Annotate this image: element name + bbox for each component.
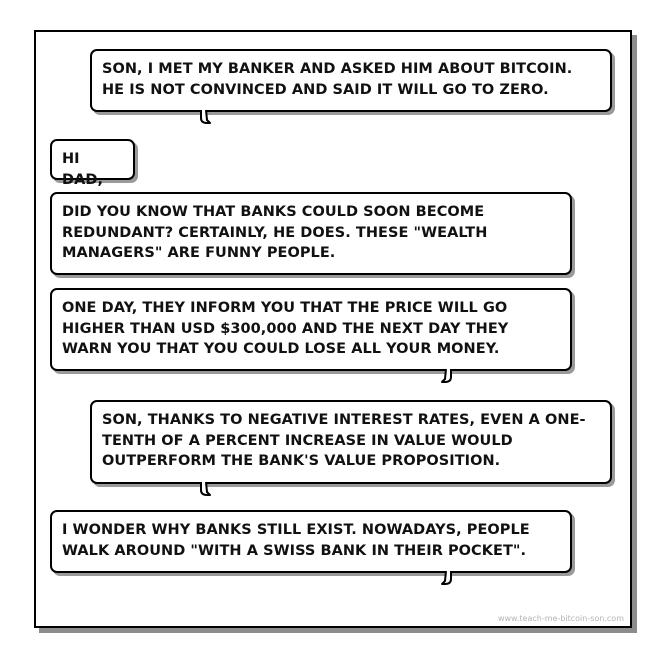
- watermark-url: www.teach-me-bitcoin-son.com: [497, 614, 624, 623]
- speech-bubble-tail: [440, 570, 454, 586]
- comic-panel: [34, 30, 632, 628]
- speech-bubble-dad: SON, THANKS TO NEGATIVE INTEREST RATES, EVEN A ONE- TENTH OF A PERCENT INCREASE IN VALUE WOULD OUTPERFORM THE BANK'S VALUE PROPOSITION.: [90, 400, 612, 484]
- speech-bubble-tail: [198, 481, 212, 497]
- speech-bubble-son: ONE DAY, THEY INFORM YOU THAT THE PRICE WILL GO HIGHER THAN USD $300,000 AND THE NEXT DAY THEY WARN YOU THAT YOU COULD LOSE ALL YOUR MONEY.: [50, 288, 572, 371]
- speech-bubble-son: I WONDER WHY BANKS STILL EXIST. NOWADAYS, PEOPLE WALK AROUND "WITH A SWISS BANK IN THEIR POCKET".: [50, 510, 572, 573]
- speech-bubble-son: DID YOU KNOW THAT BANKS COULD SOON BECOME REDUNDANT? CERTAINLY, HE DOES. THESE "WEALTH MANAGERS" ARE FUNNY PEOPLE.: [50, 192, 572, 275]
- speech-bubble-dad: SON, I MET MY BANKER AND ASKED HIM ABOUT BITCOIN. HE IS NOT CONVINCED AND SAID IT WILL GO TO ZERO.: [90, 49, 612, 112]
- speech-bubble-tail: [198, 109, 212, 125]
- speech-bubble-son: HI DAD,: [50, 139, 135, 180]
- speech-bubble-tail: [440, 368, 454, 384]
